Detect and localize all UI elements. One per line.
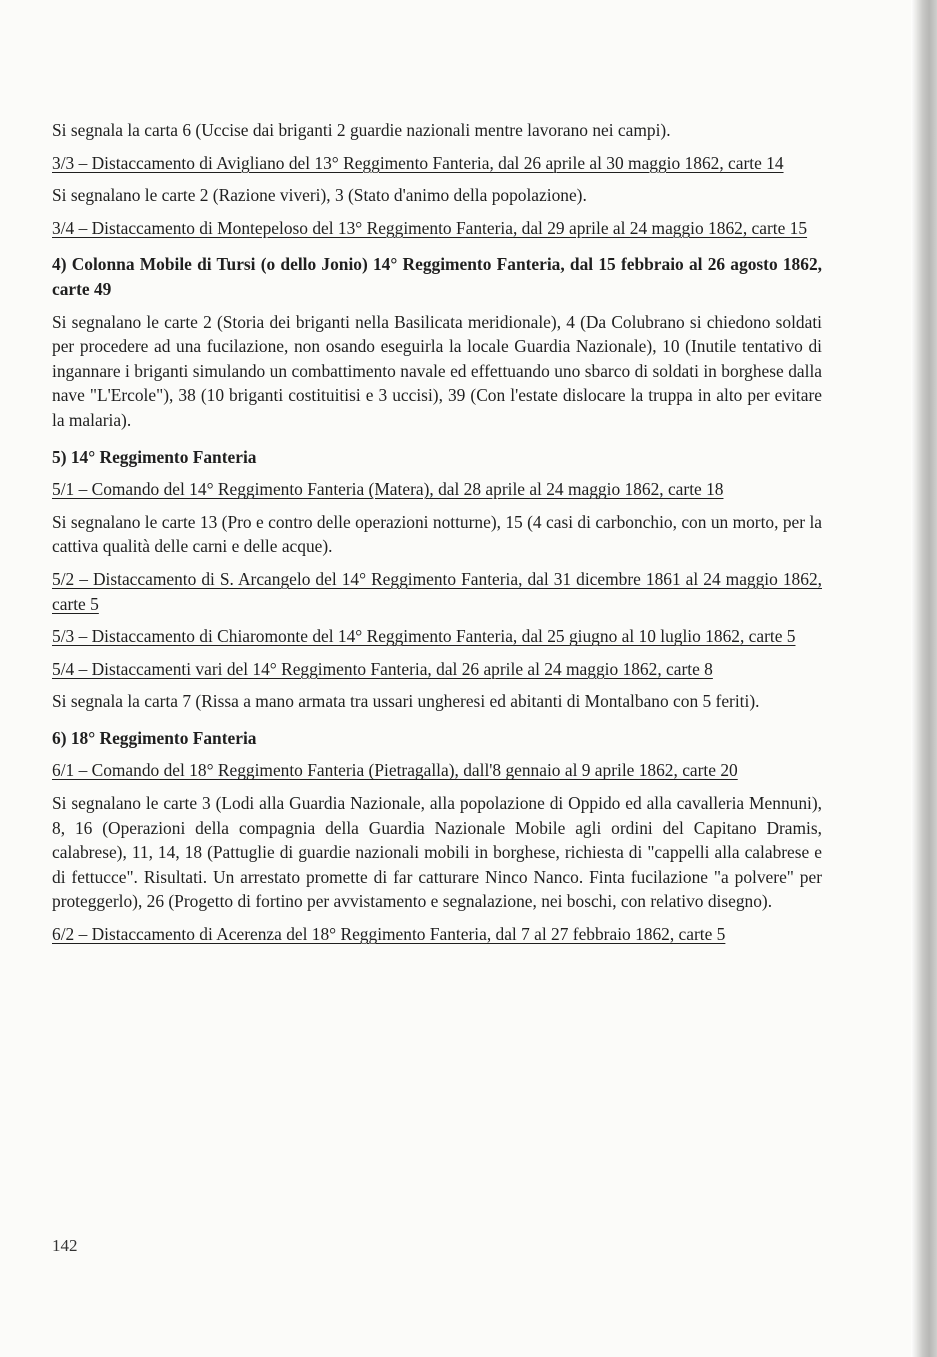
- entry-6-2: 6/2 – Distaccamento di Acerenza del 18° Reggimento Fanteria, dal 7 al 27 febbraio 1862, carte 5: [52, 924, 726, 945]
- paragraph-tursi-notes: Si segnalano le carte 2 (Storia dei briganti nella Basilicata meridionale), 4 (Da Colubrano si chiedono soldati per procedere ad una fucilazione, non osando eseguirla la locale Guardia Nazionale), 10 (Inutile tentativo di ingannare i briganti simulando un combattimento navale ed effettuando uno sbarco di soldati in borghese dalla nave "L'Ercole"), 38 (10 briganti costituitisi e 3 uccisi), 39 (Con l'estate dislocare la truppa in alto per evitare la malaria).: [52, 311, 822, 430]
- entry-5-1: 5/1 – Comando del 14° Reggimento Fanteria (Matera), dal 28 aprile al 24 maggio 1862, carte 18: [52, 479, 724, 500]
- scan-binding-shadow: [911, 0, 937, 1357]
- paragraph-carta-7: Si segnala la carta 7 (Rissa a mano armata tra ussari ungheresi ed abitanti di Montalbano con 5 feriti).: [52, 691, 760, 712]
- section-heading-5: 5) 14° Reggimento Fanteria: [52, 446, 257, 467]
- entry-5-4: 5/4 – Distaccamenti vari del 14° Reggimento Fanteria, dal 26 aprile al 24 maggio 1862, carte 8: [52, 658, 713, 679]
- entry-5-3: 5/3 – Distaccamento di Chiaromonte del 14° Reggimento Fanteria, dal 25 giugno al 10 luglio 1862, carte 5: [52, 626, 796, 647]
- paragraph-carta-6: Si segnala la carta 6 (Uccise dai briganti 2 guardie nazionali mentre lavorano nei campi).: [52, 120, 671, 140]
- entry-3-4: 3/4 – Distaccamento di Montepeloso del 13° Reggimento Fanteria, dal 29 aprile al 24 maggio 1862, carte 15: [52, 217, 808, 238]
- entry-3-3: 3/3 – Distaccamento di Avigliano del 13° Reggimento Fanteria, dal 26 aprile al 30 maggio 1862, carte 14: [52, 152, 784, 173]
- entry-6-1: 6/1 – Comando del 18° Reggimento Fanteria (Pietragalla), dall'8 gennaio al 9 aprile 1862, carte 20: [52, 760, 738, 781]
- page-body: [52, 118, 822, 955]
- section-heading-6: 6) 18° Reggimento Fanteria: [52, 727, 257, 748]
- paragraph-pietragalla-notes: Si segnalano le carte 3 (Lodi alla Guardia Nazionale, alla popolazione di Oppido ed alla cavalleria Mennuni), 8, 16 (Operazioni della compagnia della Guardia Nazionale Mobile agli ordini del Capitano Dramis, calabrese), 11, 14, 18 (Pattuglie di guardie nazionali mobili in borghese, richiesta di "cappelli alla calabrese e di fettucce". Risultati. Un arrestato promette di far catturare Ninco Nanco. Finta fucilazione "a polvere" per proteggerlo), 26 (Progetto di fortino per avvistamento e segnalazione, nei boschi, con relativo disegno).: [52, 793, 822, 912]
- page-number: 142: [52, 1236, 78, 1255]
- paragraph-carte-2-3: Si segnalano le carte 2 (Razione viveri), 3 (Stato d'animo della popolazione).: [52, 185, 587, 206]
- section-heading-4: 4) Colonna Mobile di Tursi (o dello Jonio) 14° Reggimento Fanteria, dal 15 febbraio al 26 agosto 1862, carte 49: [52, 254, 822, 299]
- paragraph-carte-13-15: Si segnalano le carte 13 (Pro e contro delle operazioni notturne), 15 (4 casi di carbonchio, con un morto, per la cattiva qualità delle carni e delle acque).: [52, 511, 822, 557]
- entry-5-2: 5/2 – Distaccamento di S. Arcangelo del 14° Reggimento Fanteria, dal 31 dicembre 1861 al 24 maggio 1862, carte 5: [52, 568, 822, 614]
